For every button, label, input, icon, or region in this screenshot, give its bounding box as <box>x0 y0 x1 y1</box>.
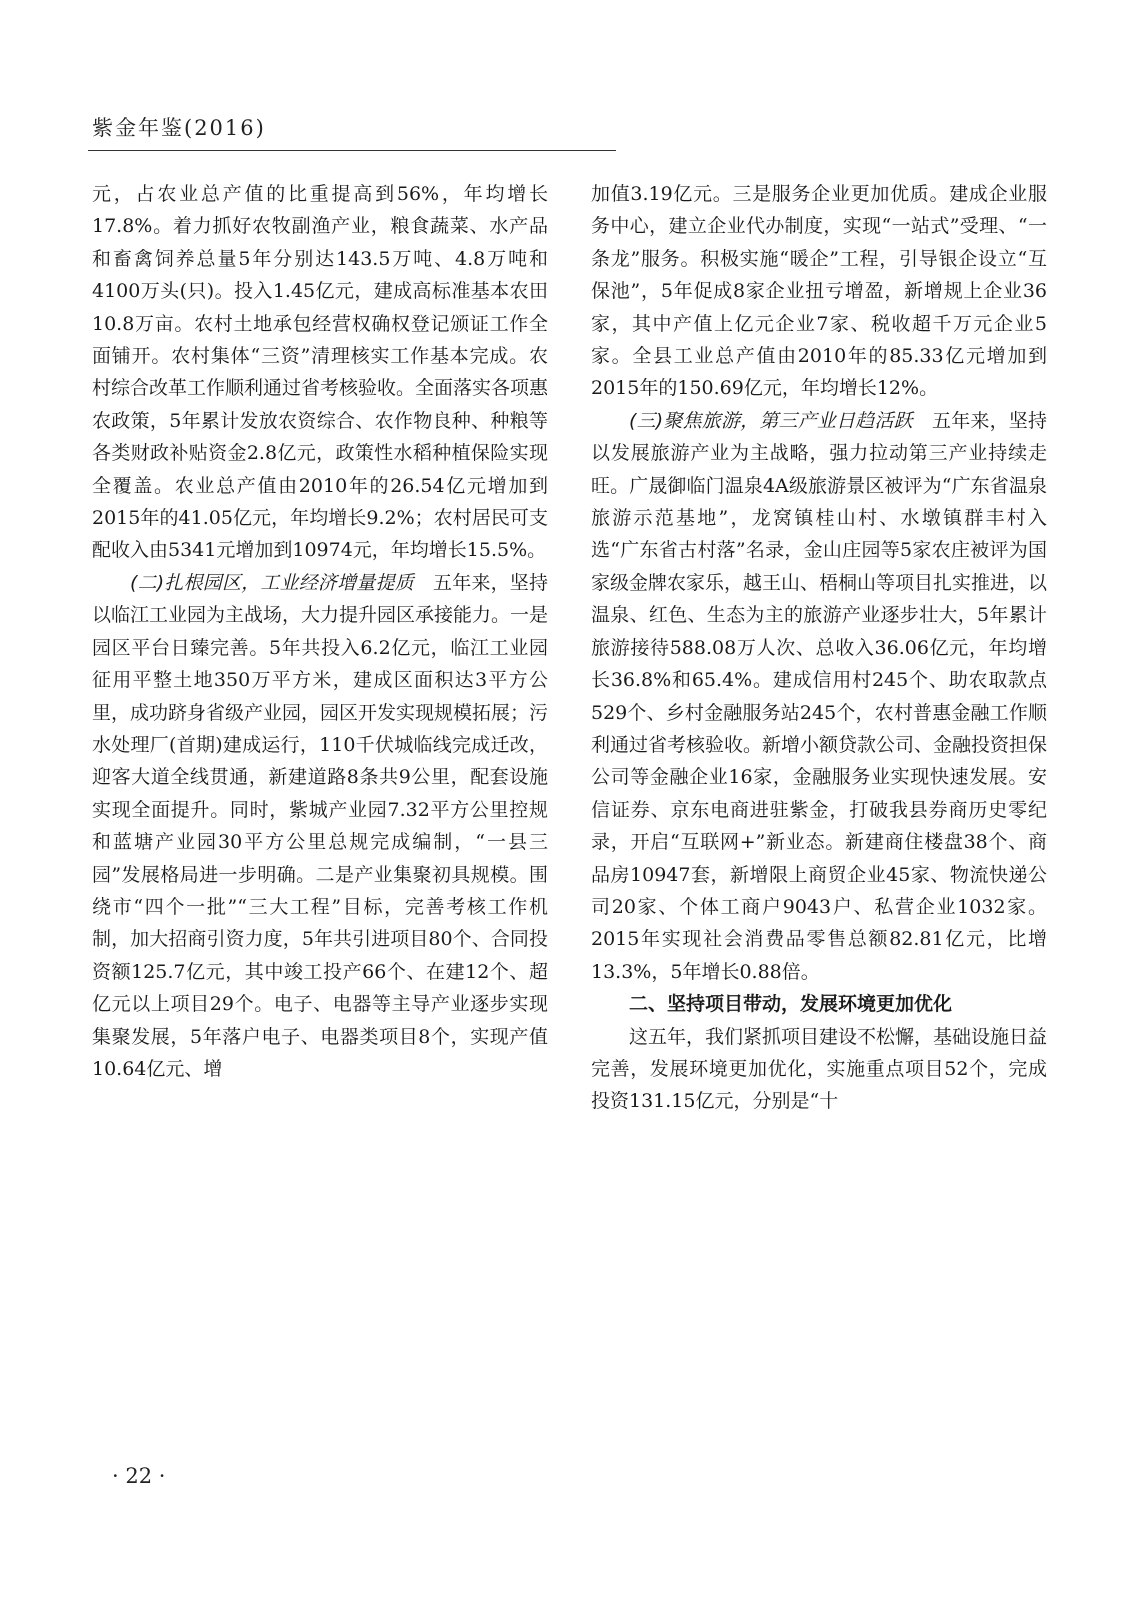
paragraph-industry <box>92 567 548 1086</box>
paragraph-industry-body: 五年来，坚持以临江工业园为主战场，大力提升园区承接能力。一是园区平台日臻完善。5年共投入6.2亿元，临江工业园征用平整土地350万平方米，建成区面积达3平方公里，成功跻身省级产业园，园区开发实现规模拓展；污水处理厂(首期)建成运行，110千伏城临线完成迁改，迎客大道全线贯通，新建道路8条共9公里，配套设施实现全面提升。同时，紫城产业园7.32平方公里控规和蓝塘产业园30平方公里总规完成编制，“一县三园”发展格局进一步明确。二是产业集聚初具规模。围绕市“四个一批”“三大工程”目标，完善考核工作机制，加大招商引资力度，5年共引进项目80个、合同投资额125.7亿元，其中竣工投产66个、在建12个、超亿元以上项目29个。电子、电器等主导产业逐步实现集聚发展，5年落户电子、电器类项目8个，实现产值10.64亿元、增 <box>92 571 549 1080</box>
running-header: 紫金年鉴(2016) <box>92 116 266 140</box>
section-heading-projects: 二、坚持项目带动，发展环境更加优化 <box>629 993 953 1016</box>
paragraph-agriculture: 元，占农业总产值的比重提高到56%，年均增长17.8%。着力抓好农牧副渔产业，粮食蔬菜、水产品和畜禽饲养总量5年分别达143.5万吨、4.8万吨和4100万头(只)。投入1.45亿元，建成高标准基本农田10.8万亩。农村土地承包经营权确权登记颁证工作全面铺开。农村集体“三资”清理核实工作基本完成。农村综合改革工作顺利通过省考核验收。全面落实各项惠农政策，5年累计发放农资综合、农作物良种、种粮等各类财政补贴资金2.8亿元，政策性水稻种植保险实现全覆盖。农业总产值由2010年的26.54亿元增加到2015年的41.05亿元，年均增长9.2%；农村居民可支配收入由5341元增加到10974元，年均增长15.5%。 <box>92 183 549 562</box>
section-lead-tourism: (三)聚焦旅游，第三产业日趋活跃 <box>629 409 913 432</box>
right-column <box>591 178 1047 1118</box>
paragraph-tourism-body: 五年来，坚持以发展旅游产业为主战略，强力拉动第三产业持续走旺。广晟御临门温泉4A级旅游景区被评为“广东省温泉旅游示范基地”，龙窝镇桂山村、水墩镇群丰村入选“广东省古村落”名录，金山庄园等5家农庄被评为国家级金牌农家乐，越王山、梧桐山等项目扎实推进，以温泉、红色、生态为主的旅游产业逐步壮大，5年累计旅游接待588.08万人次、总收入36.06亿元，年均增长36.8%和65.4%。建成信用村245个、助农取款点529个、乡村金融服务站245个，农村普惠金融工作顺利通过省考核验收。新增小额贷款公司、金融投资担保公司等金融企业16家，金融服务业实现快速发展。安信证券、京东电商进驻紫金，打破我县券商历史零纪录，开启“互联网+”新业态。新建商住楼盘38个、商品房10947套，新增限上商贸企业45家、物流快递公司20家、个体工商户9043户、私营企业1032家。2015年实现社会消费品零售总额82.81亿元，比增13.3%，5年增长0.88倍。 <box>591 409 1048 983</box>
paragraph-industry-continued: 加值3.19亿元。三是服务企业更加优质。建成企业服务中心，建立企业代办制度，实现“一站式”受理、“一条龙”服务。积极实施“暖企”工程，引导银企设立“互保池”，5年促成8家企业扭亏增盈，新增规上企业36家，其中产值上亿元企业7家、税收超千万元企业5家。全县工业总产值由2010年的85.33亿元增加到2015年的150.69亿元，年均增长12%。 <box>591 183 1047 400</box>
page-number: · 22 · <box>112 1464 166 1488</box>
paragraph-tourism <box>591 405 1047 988</box>
left-column <box>92 178 548 1085</box>
section-lead-industry: (二)扎根园区，工业经济增量提质 <box>130 571 414 594</box>
paragraph-projects: 这五年，我们紧抓项目建设不松懈，基础设施日益完善，发展环境更加优化，实施重点项目52个，完成投资131.15亿元，分别是“十 <box>591 1025 1048 1113</box>
header-rule <box>88 150 616 151</box>
